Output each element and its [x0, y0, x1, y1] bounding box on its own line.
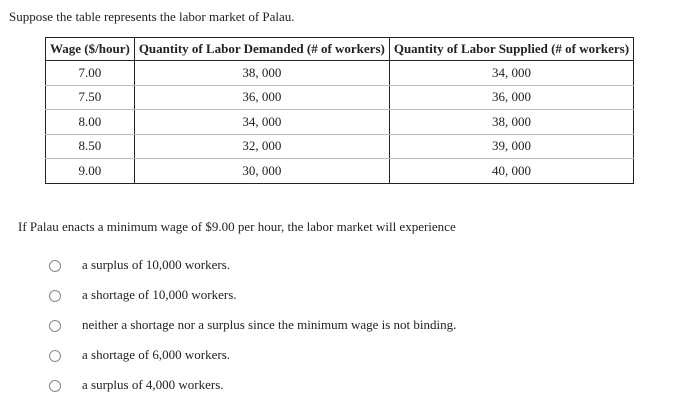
- cell-supplied: 39, 000: [389, 134, 633, 159]
- table-row: [46, 61, 634, 86]
- answer-option-5[interactable]: [49, 377, 456, 407]
- question-prompt: If Palau enacts a minimum wage of $9.00 per hour, the labor market will experience: [18, 219, 456, 234]
- option-label[interactable]: a surplus of 4,000 workers.: [82, 377, 224, 392]
- radio-button[interactable]: [49, 380, 61, 392]
- radio-button[interactable]: [49, 350, 61, 362]
- cell-demanded: 34, 000: [134, 110, 389, 135]
- cell-supplied: 40, 000: [389, 159, 633, 184]
- table-header-row: [46, 38, 634, 61]
- cell-wage: 8.50: [46, 134, 135, 159]
- header-quantity-demanded: Quantity of Labor Demanded (# of workers): [134, 38, 389, 61]
- cell-wage: 8.00: [46, 110, 135, 135]
- option-label[interactable]: neither a shortage nor a surplus since the minimum wage is not binding.: [82, 317, 457, 332]
- header-quantity-supplied: Quantity of Labor Supplied (# of workers): [389, 38, 633, 61]
- intro-text: Suppose the table represents the labor market of Palau.: [9, 9, 295, 24]
- option-label[interactable]: a shortage of 6,000 workers.: [82, 347, 231, 362]
- radio-button[interactable]: [49, 290, 61, 302]
- cell-supplied: 38, 000: [389, 110, 633, 135]
- option-label[interactable]: a shortage of 10,000 workers.: [82, 287, 237, 302]
- option-label[interactable]: a surplus of 10,000 workers.: [82, 257, 231, 272]
- cell-supplied: 36, 000: [389, 85, 633, 110]
- cell-wage: 9.00: [46, 159, 135, 184]
- radio-button[interactable]: [49, 260, 61, 272]
- answer-option-3[interactable]: [49, 317, 456, 347]
- answer-option-2[interactable]: [49, 287, 456, 317]
- table-row: [46, 85, 634, 110]
- cell-wage: 7.00: [46, 61, 135, 86]
- cell-demanded: 32, 000: [134, 134, 389, 159]
- cell-demanded: 38, 000: [134, 61, 389, 86]
- answer-options: [49, 257, 456, 407]
- cell-demanded: 30, 000: [134, 159, 389, 184]
- table-row: [46, 159, 634, 184]
- answer-option-4[interactable]: [49, 347, 456, 377]
- table-row: [46, 134, 634, 159]
- answer-option-1[interactable]: [49, 257, 456, 287]
- labor-market-table: [45, 37, 634, 184]
- cell-demanded: 36, 000: [134, 85, 389, 110]
- cell-wage: 7.50: [46, 85, 135, 110]
- header-wage: Wage ($/hour): [46, 38, 135, 61]
- cell-supplied: 34, 000: [389, 61, 633, 86]
- radio-button[interactable]: [49, 320, 61, 332]
- table-row: [46, 110, 634, 135]
